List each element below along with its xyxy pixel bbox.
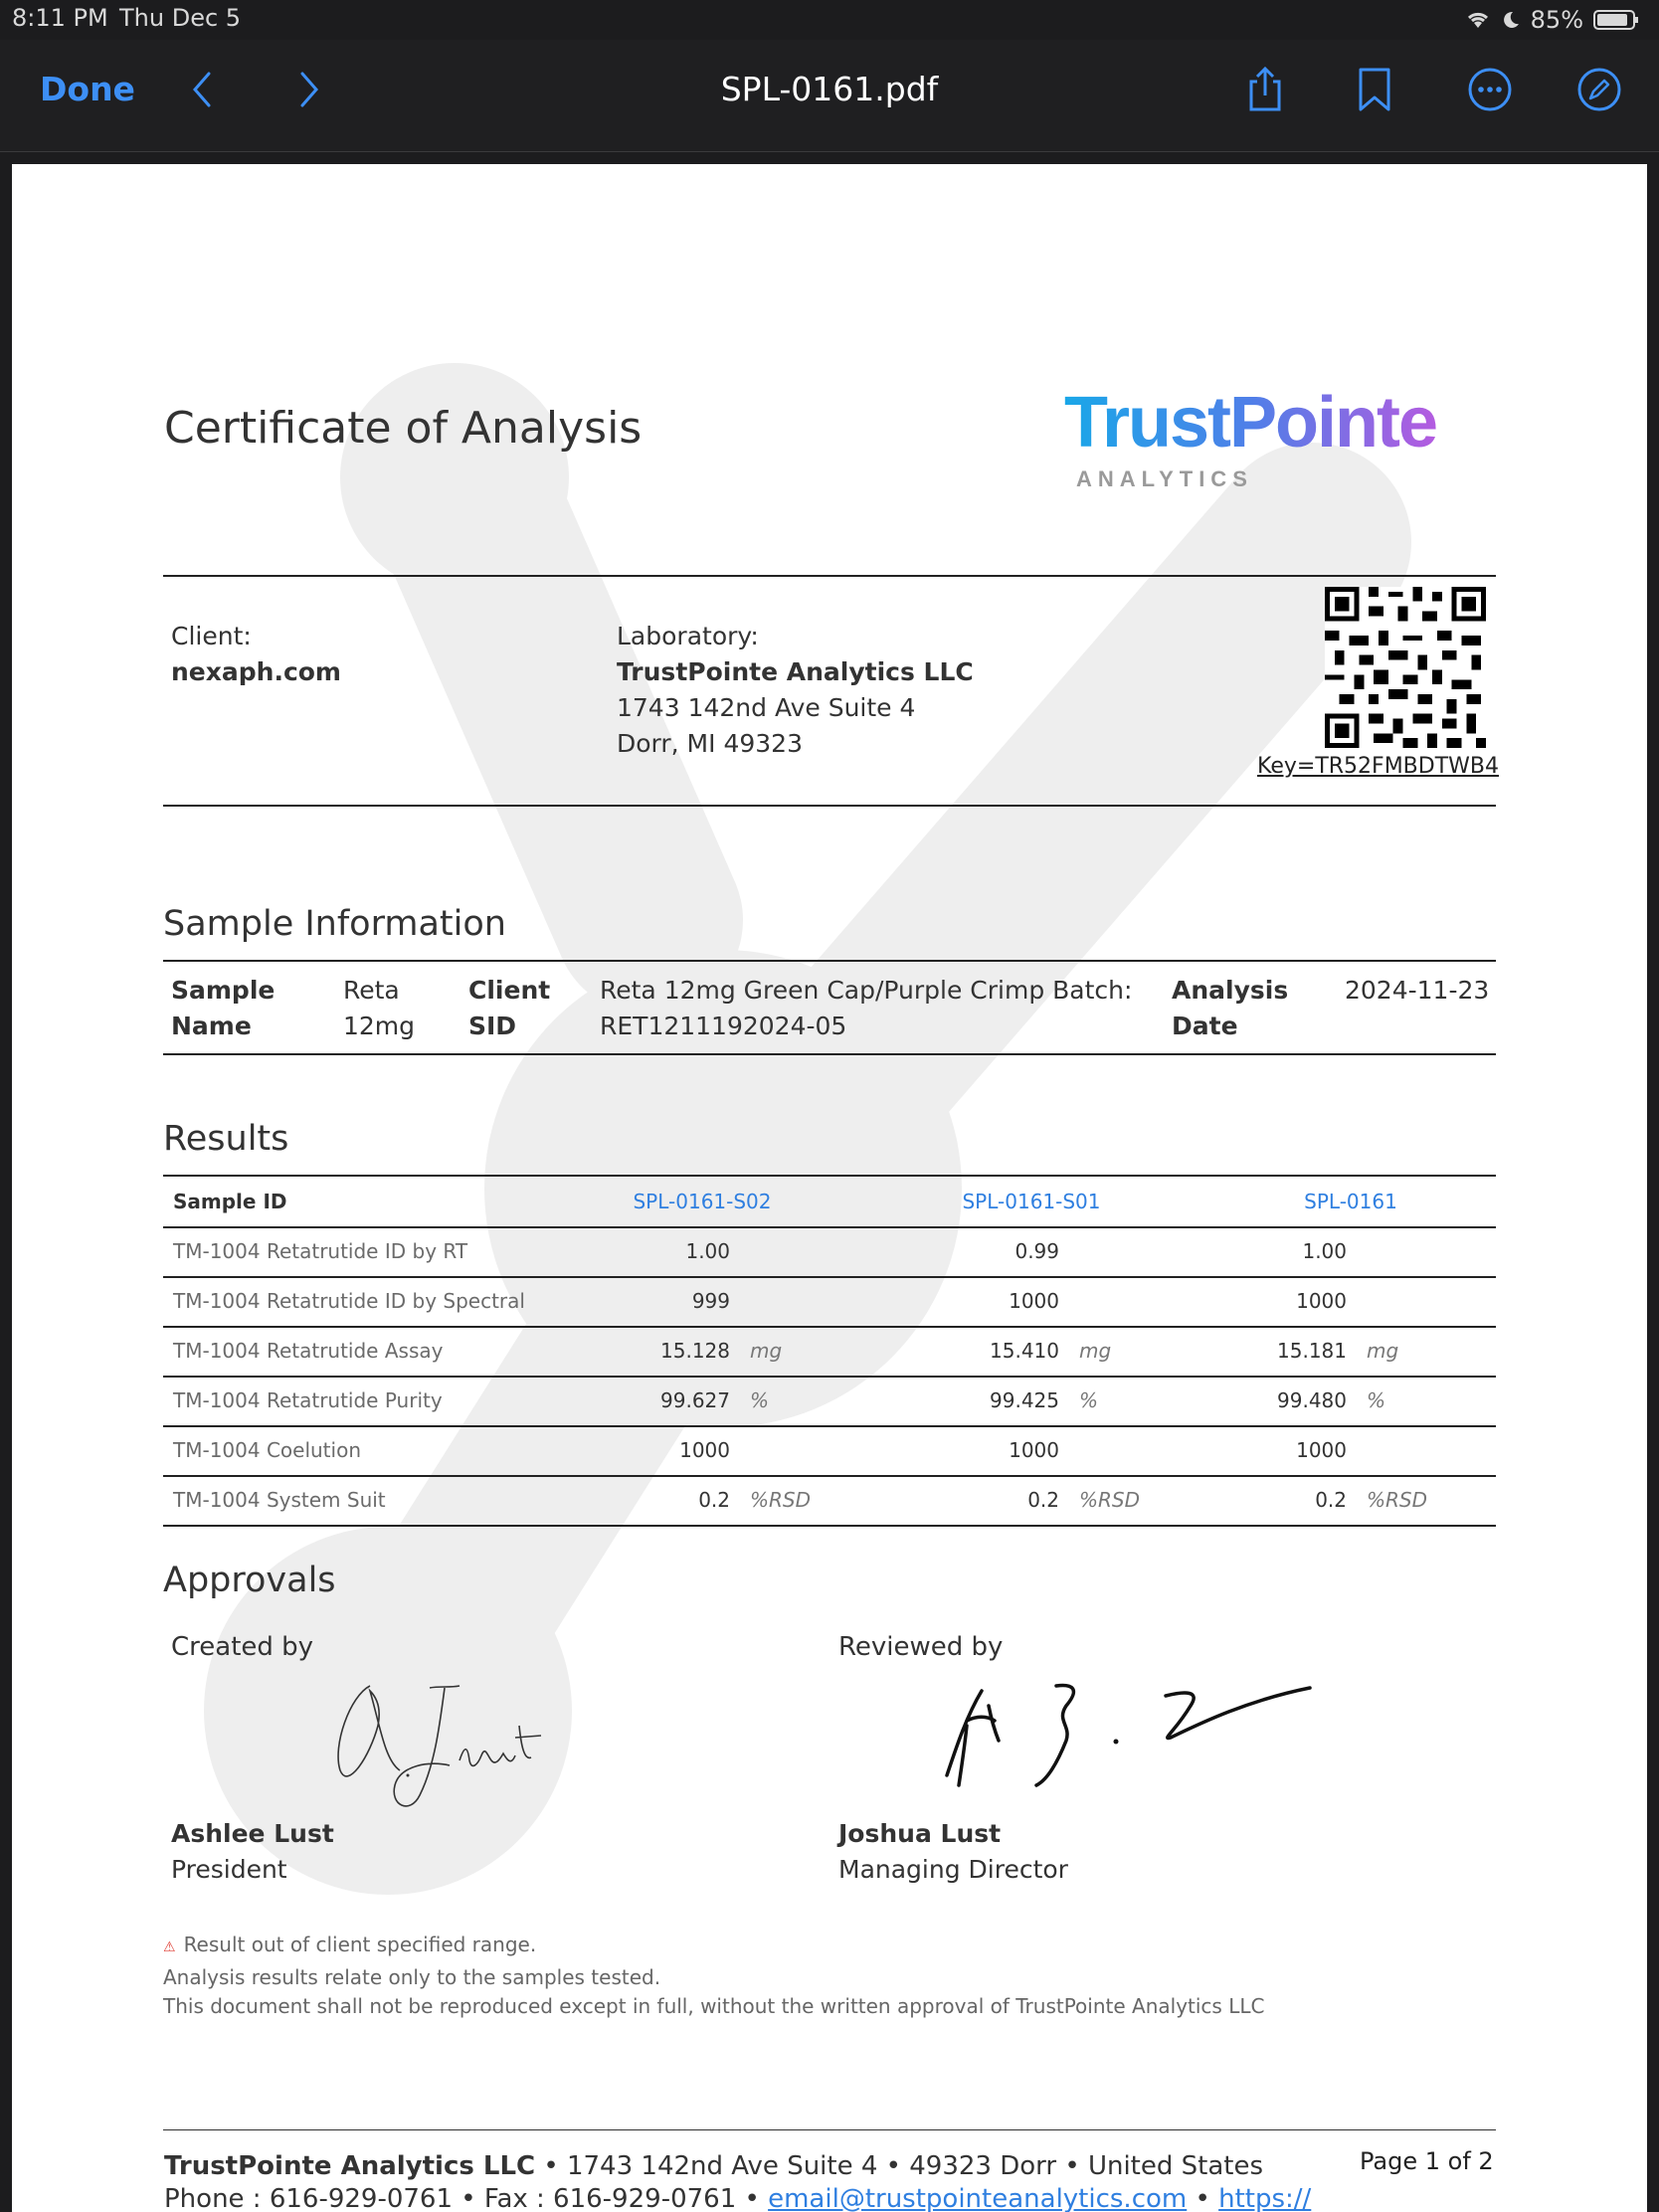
reviewed-by-name: Joshua Lust	[838, 1819, 1002, 1848]
result-value: 0.2	[1027, 1488, 1059, 1512]
result-value: 1000	[1009, 1289, 1059, 1313]
result-unit: %	[1367, 1388, 1386, 1412]
result-unit: mg	[1367, 1339, 1399, 1363]
reviewed-by-label: Reviewed by	[838, 1632, 1004, 1662]
sample-id-link[interactable]: SPL-0161-S02	[633, 1190, 772, 1213]
sample-id-link[interactable]: SPL-0161-S01	[962, 1190, 1101, 1213]
client-sid-label-2: SID	[468, 1012, 517, 1040]
qr-code[interactable]	[1325, 587, 1486, 748]
reviewed-by-title: Managing Director	[838, 1855, 1068, 1884]
test-name: TM-1004 Retatrutide Assay	[173, 1339, 444, 1363]
qr-key-link[interactable]: Key=TR52FMBDTWB4	[1257, 754, 1499, 779]
result-value: 99.425	[990, 1388, 1059, 1412]
footer-company: TrustPointe Analytics LLC	[164, 2151, 536, 2181]
created-by-name: Ashlee Lust	[171, 1819, 334, 1848]
status-date: Thu Dec 5	[119, 4, 242, 32]
test-name: TM-1004 System Suit	[173, 1488, 386, 1512]
result-value: 99.627	[660, 1388, 730, 1412]
client-sid-label-1: Client	[468, 976, 551, 1005]
result-value: 1000	[1296, 1438, 1347, 1462]
client-name: nexaph.com	[171, 657, 341, 686]
result-value: 1000	[679, 1438, 730, 1462]
result-unit: %RSD	[1367, 1488, 1427, 1512]
footer-address	[164, 2151, 1263, 2181]
done-button[interactable]: Done	[40, 70, 135, 108]
markup-icon[interactable]	[1575, 66, 1623, 113]
sample-information-heading: Sample Information	[163, 904, 506, 944]
table-row	[163, 1226, 1496, 1278]
laboratory-address-line1: 1743 142nd Ave Suite 4	[617, 693, 916, 722]
table-row	[163, 1425, 1496, 1477]
moon-icon	[1501, 10, 1521, 30]
laboratory-address-line2: Dorr, MI 49323	[617, 729, 803, 758]
svg-text:ANALYTICS: ANALYTICS	[1076, 466, 1253, 491]
disclaimer-line-2: This document shall not be reproduced except in full, without the written approval of TrustPointe Analytics LLC	[163, 1994, 1265, 2018]
more-icon[interactable]	[1466, 66, 1514, 113]
table-row	[163, 1326, 1496, 1378]
test-name: TM-1004 Retatrutide ID by Spectral	[173, 1289, 525, 1313]
sample-name-value-2: 12mg	[343, 1012, 416, 1040]
footer-address-text: • 1743 142nd Ave Suite 4 • 49323 Dorr • United States	[535, 2151, 1264, 2181]
sample-name-value-1: Reta	[343, 976, 400, 1005]
document-title: Certificate of Analysis	[164, 403, 643, 454]
result-value: 0.99	[1014, 1239, 1059, 1263]
result-value: 15.410	[990, 1339, 1059, 1363]
result-unit: %RSD	[750, 1488, 811, 1512]
warning-note	[163, 1933, 536, 1956]
footer-email-link[interactable]: email@trustpointeanalytics.com	[768, 2184, 1188, 2212]
client-sid-value-1: Reta 12mg Green Cap/Purple Crimp Batch:	[600, 976, 1133, 1005]
laboratory-name: TrustPointe Analytics LLC	[617, 657, 974, 686]
result-unit: mg	[1079, 1339, 1112, 1363]
disclaimer-line-1: Analysis results relate only to the samples tested.	[163, 1965, 661, 1989]
result-value: 0.2	[698, 1488, 730, 1512]
result-value: 99.480	[1277, 1388, 1347, 1412]
divider	[163, 1053, 1496, 1055]
share-icon[interactable]	[1243, 66, 1287, 113]
result-value: 15.181	[1277, 1339, 1347, 1363]
created-by-title: President	[171, 1855, 287, 1884]
divider	[163, 805, 1496, 807]
result-value: 1000	[1296, 1289, 1347, 1313]
divider	[163, 575, 1496, 577]
battery-icon	[1593, 9, 1639, 31]
sample-id-header: Sample ID	[173, 1190, 287, 1213]
wifi-icon	[1465, 10, 1491, 30]
bookmark-icon[interactable]	[1355, 66, 1394, 113]
sample-name-label-2: Name	[171, 1012, 252, 1040]
test-name: TM-1004 Coelution	[173, 1438, 361, 1462]
client-sid-value-2: RET1211192024-05	[600, 1012, 847, 1040]
test-name: TM-1004 Retatrutide ID by RT	[173, 1239, 468, 1263]
table-row	[163, 1475, 1496, 1527]
status-indicators	[1465, 6, 1639, 34]
analysis-date-label-1: Analysis	[1172, 976, 1289, 1005]
footer-separator: •	[1187, 2184, 1219, 2212]
test-name: TM-1004 Retatrutide Purity	[173, 1388, 443, 1412]
signature-reviewed	[907, 1666, 1325, 1795]
battery-percent: 85%	[1530, 6, 1583, 34]
sample-id-link[interactable]: SPL-0161	[1304, 1190, 1397, 1213]
result-unit: mg	[750, 1339, 783, 1363]
pdf-page	[12, 164, 1647, 2212]
trustpointe-logo	[1056, 385, 1474, 494]
divider	[163, 960, 1496, 962]
result-value: 1.00	[1302, 1239, 1347, 1263]
analysis-date-label-2: Date	[1172, 1012, 1238, 1040]
file-title: SPL-0161.pdf	[720, 70, 939, 108]
table-row	[163, 1276, 1496, 1328]
status-bar	[0, 0, 1659, 40]
result-unit: %	[750, 1388, 770, 1412]
table-row	[163, 1376, 1496, 1427]
analysis-date-value: 2024-11-23	[1345, 976, 1490, 1005]
signature-created	[320, 1666, 589, 1815]
warning-icon: ⚠	[163, 1939, 176, 1955]
status-time: 8:11 PM	[12, 4, 108, 32]
result-unit: %RSD	[1079, 1488, 1140, 1512]
sample-name-label-1: Sample	[171, 976, 276, 1005]
result-value: 999	[691, 1289, 730, 1313]
svg-text:TrustPointe: TrustPointe	[1064, 385, 1437, 462]
pdf-toolbar	[0, 40, 1659, 152]
result-value: 15.128	[660, 1339, 730, 1363]
result-value: 0.2	[1315, 1488, 1347, 1512]
result-value: 1.00	[685, 1239, 730, 1263]
created-by-label: Created by	[171, 1632, 314, 1662]
footer-divider	[163, 2129, 1496, 2130]
footer-phone: Phone : 616-929-0761 • Fax : 616-929-0761 •	[164, 2184, 769, 2212]
results-header-row	[163, 1177, 1496, 1228]
footer-url-link[interactable]: https://	[1218, 2184, 1312, 2212]
result-unit: %	[1079, 1388, 1099, 1412]
results-heading: Results	[163, 1119, 289, 1159]
approvals-heading: Approvals	[163, 1561, 336, 1600]
laboratory-label: Laboratory:	[617, 622, 759, 650]
client-label: Client:	[171, 622, 252, 650]
page-number: Page 1 of 2	[1360, 2147, 1494, 2175]
result-value: 1000	[1009, 1438, 1059, 1462]
footer-contact	[164, 2184, 1311, 2212]
warning-text: Result out of client specified range.	[183, 1933, 537, 1956]
